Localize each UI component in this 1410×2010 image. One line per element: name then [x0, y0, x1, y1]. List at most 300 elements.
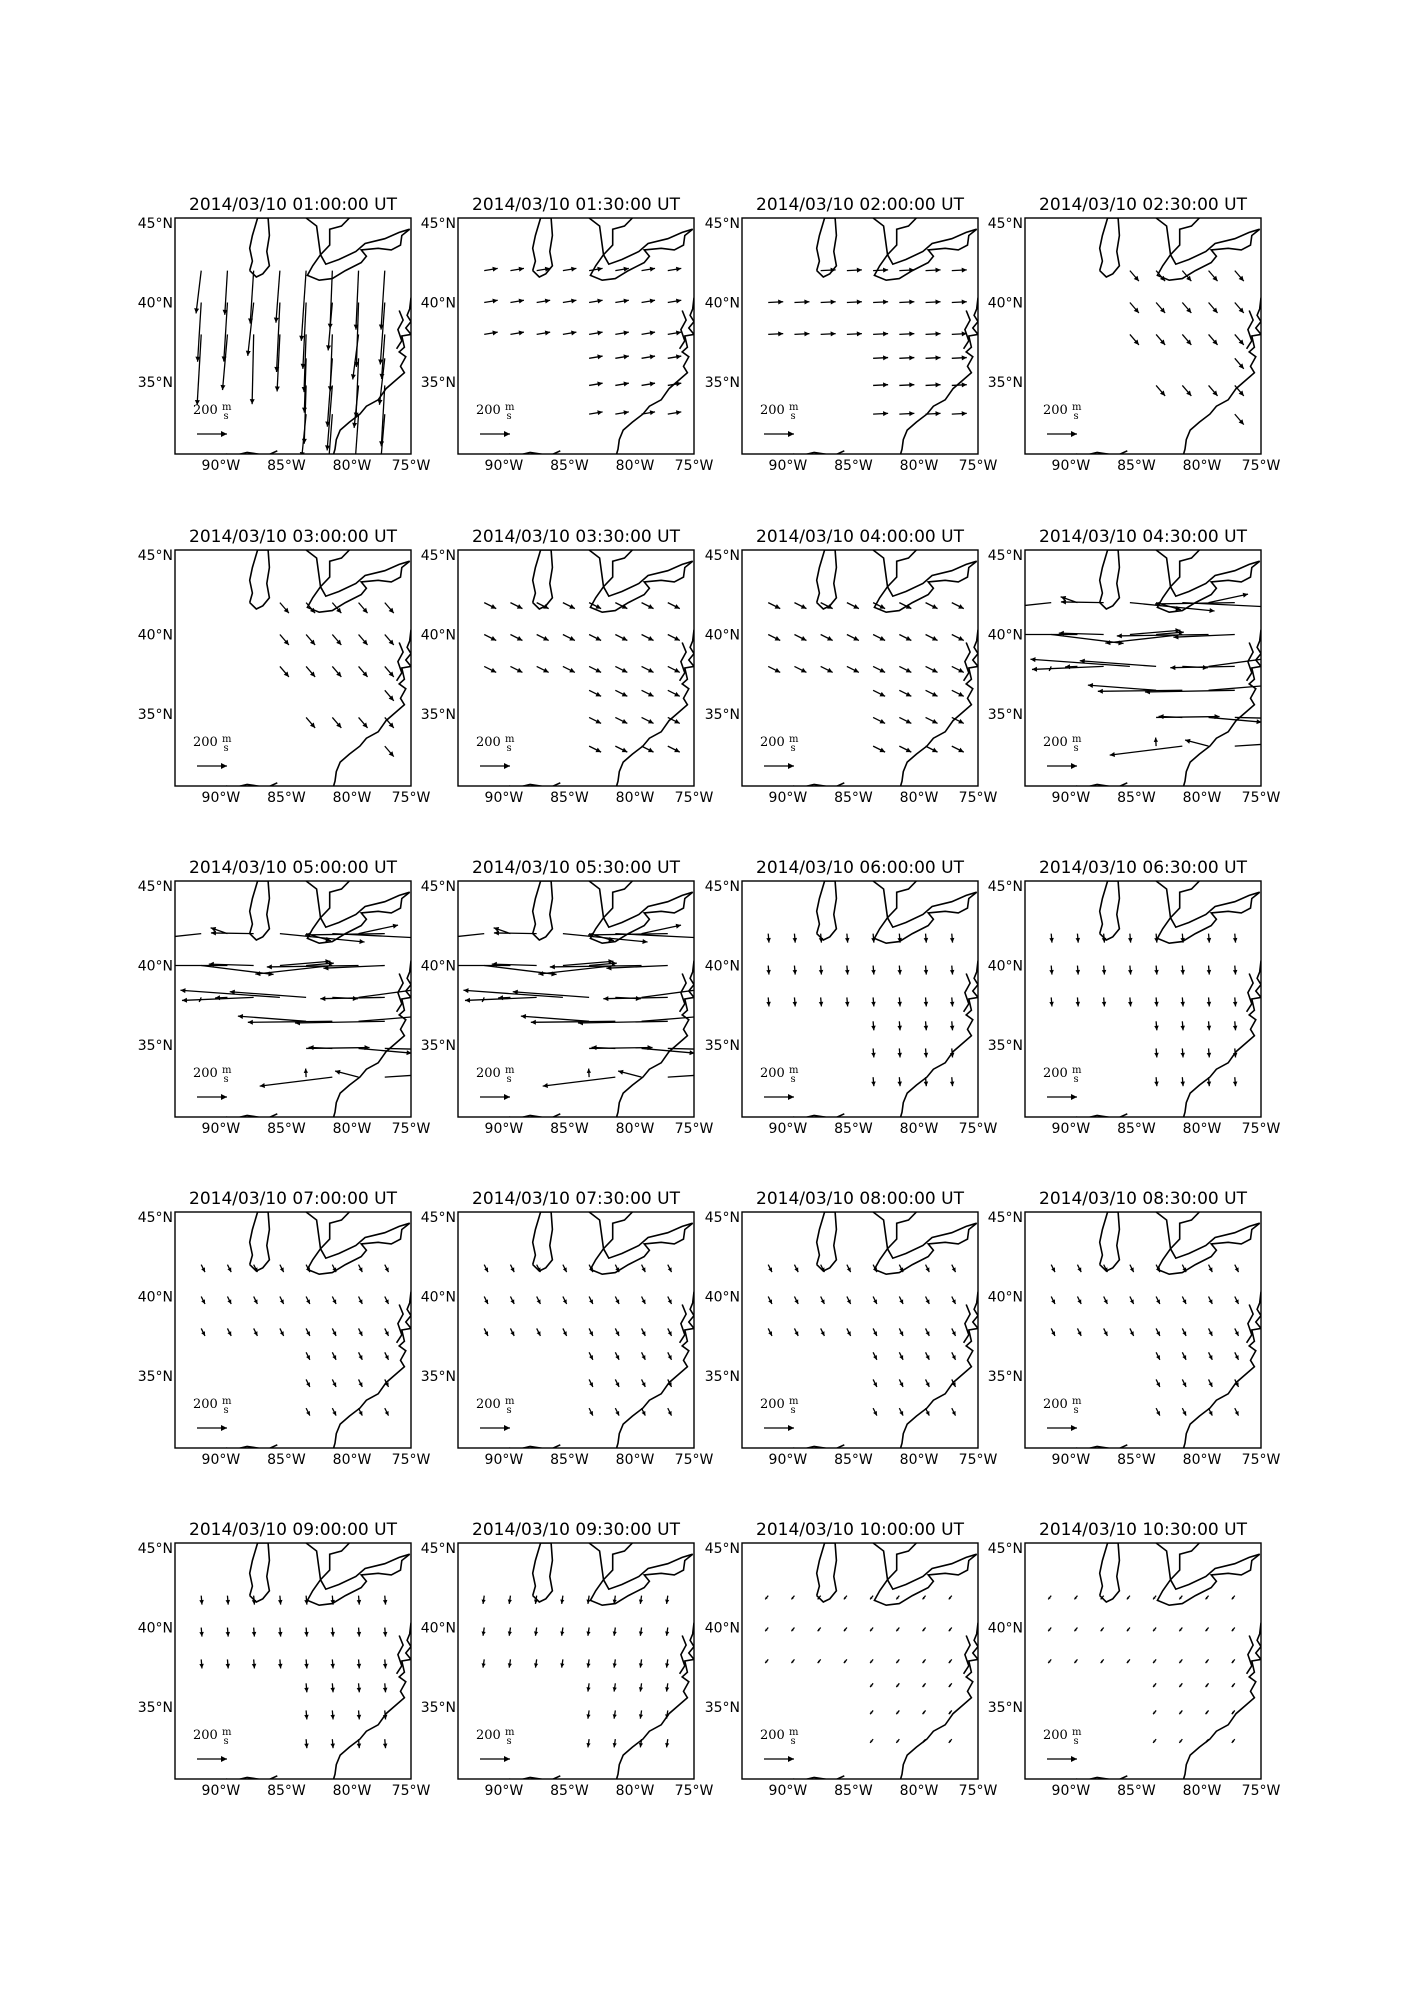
wind-vector [1209, 594, 1248, 603]
vector-head [1270, 741, 1275, 746]
vector-head [935, 300, 940, 305]
vector-head [1307, 680, 1312, 685]
vector-head [357, 1632, 362, 1637]
vector-head [1207, 1081, 1212, 1086]
map-panel [705, 1520, 998, 1799]
vector-head [299, 336, 304, 341]
vector-head [519, 299, 524, 304]
vector-head [330, 1688, 335, 1693]
vector-head [766, 1002, 771, 1007]
lat-tick-label: 35°N [420, 1038, 456, 1055]
lon-tick-label: 90°W [201, 1452, 241, 1468]
panel-frame [175, 1212, 411, 1448]
vector-head [393, 924, 398, 929]
coastline [509, 1445, 560, 1450]
vector-head [883, 268, 888, 273]
vector-head [1076, 970, 1081, 975]
vector-head [897, 1081, 902, 1086]
vector-head [1128, 970, 1133, 975]
coastline [226, 783, 277, 788]
vector-head [897, 1002, 902, 1007]
vector-head [592, 1045, 597, 1050]
vector-head [1098, 689, 1103, 694]
vector-head [676, 410, 681, 415]
coastline [617, 298, 694, 454]
vector-head [924, 938, 929, 943]
vector-head [1243, 593, 1248, 598]
vector-head [302, 408, 307, 413]
vector-head [950, 1026, 955, 1031]
panel-frame [458, 550, 694, 786]
vector-head [950, 1002, 955, 1007]
lat-tick-label: 40°N [704, 1620, 740, 1637]
lon-tick-label: 75°W [958, 1783, 998, 1799]
coastline [793, 1445, 844, 1450]
vector-head [676, 924, 681, 929]
coastline [397, 1305, 404, 1343]
lat-tick-label: 35°N [704, 375, 740, 392]
vector-head [871, 938, 876, 943]
coastline [901, 1292, 978, 1448]
vector-head [766, 938, 771, 943]
lon-tick-label: 75°W [958, 458, 998, 474]
coastline [397, 643, 404, 681]
lat-tick-label: 45°N [420, 215, 456, 232]
lon-tick-label: 80°W [615, 790, 655, 806]
lat-tick-label: 45°N [704, 878, 740, 895]
lon-tick-label: 75°W [1241, 1783, 1281, 1799]
wind-vector [252, 334, 254, 404]
coastline [1100, 881, 1120, 940]
wind-vector [543, 1077, 616, 1086]
lon-tick-label: 75°W [958, 1452, 998, 1468]
map-panel [135, 858, 462, 1137]
vector-head [1207, 1002, 1212, 1007]
vector-head [1076, 1002, 1081, 1007]
coastline [1156, 1212, 1260, 1274]
coastline [306, 1212, 410, 1274]
wind-vector [1088, 685, 1156, 690]
vector-head [1088, 683, 1093, 688]
map-panel [988, 858, 1281, 1137]
lon-tick-label: 85°W [1117, 790, 1156, 806]
vector-head [924, 1002, 929, 1007]
lon-tick-label: 85°W [1117, 1452, 1156, 1468]
vector-head [587, 1069, 591, 1073]
coastline [533, 1543, 553, 1602]
lon-tick-label: 75°W [674, 1452, 714, 1468]
panel-title: 2014/03/10 06:30:00 UT [1039, 858, 1247, 878]
vector-head [597, 382, 602, 387]
vector-head [1207, 938, 1212, 943]
coastline [397, 311, 404, 349]
coastline [334, 1292, 411, 1448]
coastline [617, 1623, 694, 1779]
lon-tick-label: 80°W [899, 1783, 939, 1799]
coastline [509, 783, 560, 788]
lon-tick-label: 80°W [1182, 1452, 1222, 1468]
vector-head [845, 970, 850, 975]
lat-tick-label: 35°N [137, 1038, 173, 1055]
vector-head [492, 299, 497, 304]
lon-tick-label: 85°W [267, 1121, 306, 1137]
lat-tick-label: 35°N [137, 1700, 173, 1717]
lon-tick-label: 80°W [899, 790, 939, 806]
lon-tick-label: 85°W [834, 458, 873, 474]
wind-vector [642, 925, 681, 934]
lon-tick-label: 75°W [674, 1121, 714, 1137]
vector-head [1102, 970, 1107, 975]
coastline [1100, 550, 1120, 609]
vector-head [492, 267, 497, 272]
vector-head [897, 970, 902, 975]
lon-tick-label: 80°W [615, 1452, 655, 1468]
vector-head [909, 382, 914, 387]
vector-head [831, 300, 836, 305]
vector-head [571, 299, 576, 304]
wind-vector [359, 925, 398, 934]
vector-head [383, 1688, 388, 1693]
vector-head [1233, 1026, 1238, 1031]
vector-head [935, 331, 940, 336]
vector-head [494, 931, 499, 936]
lat-tick-label: 40°N [420, 1289, 456, 1306]
vector-head [857, 300, 862, 305]
panel-title: 2014/03/10 04:30:00 UT [1039, 527, 1247, 547]
lon-tick-label: 75°W [391, 1452, 431, 1468]
map-panel [988, 1520, 1281, 1799]
coastline [1100, 1543, 1120, 1602]
vector-head [897, 1053, 902, 1058]
wind-vector [211, 933, 254, 934]
vector-head [1154, 938, 1159, 943]
panel-title: 2014/03/10 02:30:00 UT [1039, 195, 1247, 215]
lat-tick-label: 45°N [420, 1540, 456, 1557]
scale-label: 200 $^m$ s [476, 402, 515, 422]
vector-head [383, 1743, 388, 1748]
vector-head [1207, 1053, 1212, 1058]
vector-head [623, 299, 628, 304]
vector-head [676, 382, 681, 387]
panel-frame [742, 881, 978, 1117]
coastline [334, 961, 411, 1117]
coastline [1076, 783, 1127, 788]
coastline [1100, 1212, 1120, 1271]
vector-head [1049, 1002, 1054, 1007]
panel-frame [458, 218, 694, 454]
panel-title: 2014/03/10 10:30:00 UT [1039, 1520, 1247, 1540]
lat-tick-label: 35°N [987, 1700, 1023, 1717]
vector-head [1049, 938, 1054, 943]
lon-tick-label: 85°W [1117, 1783, 1156, 1799]
lon-tick-label: 80°W [332, 790, 372, 806]
vector-head [1003, 605, 1008, 610]
vector-head [804, 300, 809, 305]
coastline [226, 1114, 277, 1119]
coastline [793, 451, 844, 456]
vector-head [676, 299, 681, 304]
lon-tick-label: 90°W [768, 790, 808, 806]
vector-head [304, 1688, 309, 1693]
vector-head [924, 1081, 929, 1086]
vector-head [1030, 657, 1035, 662]
scale-label: 200 $^m$ s [193, 1396, 232, 1416]
panel-title: 2014/03/10 06:00:00 UT [756, 858, 964, 878]
vector-head [650, 354, 655, 359]
map-panel [985, 527, 1312, 806]
vector-head [1154, 970, 1159, 975]
vector-head [383, 1600, 388, 1605]
lon-tick-label: 75°W [1241, 458, 1281, 474]
coastline [509, 1776, 560, 1781]
lon-tick-label: 90°W [484, 790, 524, 806]
vector-head [819, 1002, 824, 1007]
scale-label: 200 $^m$ s [760, 1727, 799, 1747]
vector-head [935, 355, 940, 360]
vector-head [531, 1020, 536, 1025]
lat-tick-label: 40°N [137, 1289, 173, 1306]
lon-tick-label: 75°W [391, 458, 431, 474]
wind-vector [642, 1013, 745, 1022]
vector-head [1049, 970, 1054, 975]
coastline [226, 451, 277, 456]
vector-head [220, 385, 225, 390]
vector-head [304, 1743, 309, 1748]
vector-head [623, 354, 628, 359]
lon-tick-label: 75°W [1241, 790, 1281, 806]
coastline [817, 1212, 837, 1271]
lon-tick-label: 85°W [267, 458, 306, 474]
coastline [964, 643, 971, 681]
coastline [226, 1445, 277, 1450]
lat-tick-label: 35°N [987, 1369, 1023, 1386]
vector-head [650, 382, 655, 387]
vector-head [597, 267, 602, 272]
scale-label: 200 $^m$ s [193, 1727, 232, 1747]
vector-head [962, 355, 967, 360]
lat-tick-label: 35°N [137, 375, 173, 392]
wind-vector [1209, 682, 1312, 691]
lon-tick-label: 90°W [1051, 1452, 1091, 1468]
scale-label: 200 $^m$ s [193, 734, 232, 754]
vector-head [383, 1664, 388, 1669]
wind-vector [494, 933, 537, 934]
lat-tick-label: 35°N [987, 1038, 1023, 1055]
panel-title: 2014/03/10 03:00:00 UT [189, 527, 397, 547]
coastline [1184, 1292, 1261, 1448]
lat-tick-label: 45°N [704, 547, 740, 564]
lon-tick-label: 85°W [550, 1121, 589, 1137]
vector-head [650, 299, 655, 304]
vector-head [1209, 608, 1214, 613]
wind-vector [1003, 603, 1051, 608]
vector-head [793, 1002, 798, 1007]
vector-head [909, 411, 914, 416]
scale-label: 200 $^m$ s [476, 1396, 515, 1416]
vector-head [883, 411, 888, 416]
wind-vector [260, 1077, 333, 1086]
coastline [901, 298, 978, 454]
wind-vector [1235, 744, 1276, 747]
vector-head [250, 399, 255, 404]
vector-head [304, 1715, 309, 1720]
lat-tick-label: 45°N [987, 547, 1023, 564]
map-panel [138, 1189, 431, 1468]
vector-head [676, 354, 681, 359]
vector-head [883, 355, 888, 360]
vector-head [1102, 1002, 1107, 1007]
lon-tick-label: 80°W [899, 1121, 939, 1137]
vector-head [696, 935, 701, 940]
vector-head [519, 267, 524, 272]
lat-tick-label: 45°N [137, 878, 173, 895]
coastline [250, 1543, 270, 1602]
vector-head [650, 410, 655, 415]
coastline [397, 1636, 404, 1674]
vector-head [883, 382, 888, 387]
coastline [817, 1543, 837, 1602]
lat-tick-label: 45°N [137, 215, 173, 232]
scale-label: 200 $^m$ s [476, 734, 515, 754]
vector-head [909, 355, 914, 360]
wind-vector [588, 934, 668, 935]
lon-tick-label: 90°W [484, 1452, 524, 1468]
map-panel [705, 1189, 998, 1468]
vector-head [1207, 970, 1212, 975]
vector-head [211, 931, 216, 936]
wind-vector [320, 997, 384, 998]
coastline [793, 1114, 844, 1119]
lat-tick-label: 45°N [704, 215, 740, 232]
lon-tick-label: 80°W [332, 1783, 372, 1799]
coastline [1076, 1776, 1127, 1781]
lon-tick-label: 80°W [1182, 458, 1222, 474]
lat-tick-label: 40°N [987, 1620, 1023, 1637]
lat-tick-label: 40°N [987, 1289, 1023, 1306]
vector-head [883, 300, 888, 305]
coastline [306, 1543, 410, 1605]
panel-title: 2014/03/10 05:00:00 UT [189, 858, 397, 878]
wind-vector [1170, 666, 1234, 667]
lon-tick-label: 85°W [1117, 458, 1156, 474]
coastline [334, 1623, 411, 1779]
lon-tick-label: 85°W [550, 790, 589, 806]
coastline [873, 881, 977, 943]
coastline [680, 311, 687, 349]
vector-head [924, 970, 929, 975]
wind-vector [436, 934, 484, 939]
coastline [1184, 1623, 1261, 1779]
vector-head [357, 1715, 362, 1720]
vector-head [831, 331, 836, 336]
vector-head [935, 268, 940, 273]
panel-frame [458, 1212, 694, 1448]
panel-frame [1025, 881, 1261, 1117]
scale-label: 200 $^m$ s [1043, 1065, 1082, 1085]
wind-vector [563, 961, 614, 965]
vector-head [357, 1664, 362, 1669]
wind-vector [280, 961, 331, 965]
vector-head [278, 1664, 283, 1669]
vector-head [1032, 667, 1037, 672]
lat-tick-label: 45°N [987, 215, 1023, 232]
vector-head [778, 300, 783, 305]
wind-vector [1130, 630, 1181, 634]
coastline [226, 1776, 277, 1781]
coastline [1184, 961, 1261, 1117]
scale-label: 200 $^m$ s [1043, 1727, 1082, 1747]
panel-frame [742, 218, 978, 454]
vector-head [962, 382, 967, 387]
panel-title: 2014/03/10 05:30:00 UT [472, 858, 680, 878]
lat-tick-label: 40°N [704, 627, 740, 644]
coastline [509, 1114, 560, 1119]
lon-tick-label: 90°W [484, 1783, 524, 1799]
scale-label: 200 $^m$ s [1043, 402, 1082, 422]
vector-head [778, 331, 783, 336]
panel-frame [1025, 218, 1261, 454]
vector-head [330, 1715, 335, 1720]
vector-head [935, 382, 940, 387]
lon-tick-label: 85°W [834, 790, 873, 806]
wind-vector [603, 997, 667, 998]
lat-tick-label: 45°N [137, 1209, 173, 1226]
vector-head [950, 938, 955, 943]
coastline [793, 783, 844, 788]
vector-head [676, 267, 681, 272]
lat-tick-label: 35°N [137, 707, 173, 724]
coastline [617, 1292, 694, 1448]
scale-label: 200 $^m$ s [476, 1065, 515, 1085]
lon-tick-label: 90°W [1051, 790, 1091, 806]
panel-frame [742, 1212, 978, 1448]
vector-head [1233, 1081, 1238, 1086]
lon-tick-label: 80°W [1182, 1121, 1222, 1137]
coastline [680, 1305, 687, 1343]
lon-tick-label: 80°W [615, 458, 655, 474]
vector-head [857, 268, 862, 273]
panel-title: 2014/03/10 01:00:00 UT [189, 195, 397, 215]
lat-tick-label: 45°N [137, 1540, 173, 1557]
lat-tick-label: 40°N [420, 1620, 456, 1637]
vector-head [519, 331, 524, 336]
map-panel [421, 1520, 714, 1799]
vector-head [1154, 1081, 1159, 1086]
map-panel [705, 858, 998, 1137]
vector-head [357, 1600, 362, 1605]
wind-vector [302, 414, 306, 457]
lat-tick-label: 40°N [420, 295, 456, 312]
lon-tick-label: 90°W [768, 1783, 808, 1799]
coastline [306, 550, 410, 612]
lat-tick-label: 45°N [987, 878, 1023, 895]
map-panel [138, 195, 431, 478]
lon-tick-label: 90°W [201, 790, 241, 806]
panel-frame [742, 550, 978, 786]
lat-tick-label: 45°N [704, 1540, 740, 1557]
vector-head [571, 331, 576, 336]
vector-head [897, 1026, 902, 1031]
wind-vector [385, 1075, 426, 1078]
vector-head [909, 300, 914, 305]
coastline [1100, 218, 1120, 277]
vector-head [330, 1743, 335, 1748]
vector-head [304, 1632, 309, 1637]
map-panel [705, 195, 998, 474]
vector-head [199, 1600, 204, 1605]
scale-label: 200 $^m$ s [760, 734, 799, 754]
lon-tick-label: 85°W [834, 1783, 873, 1799]
